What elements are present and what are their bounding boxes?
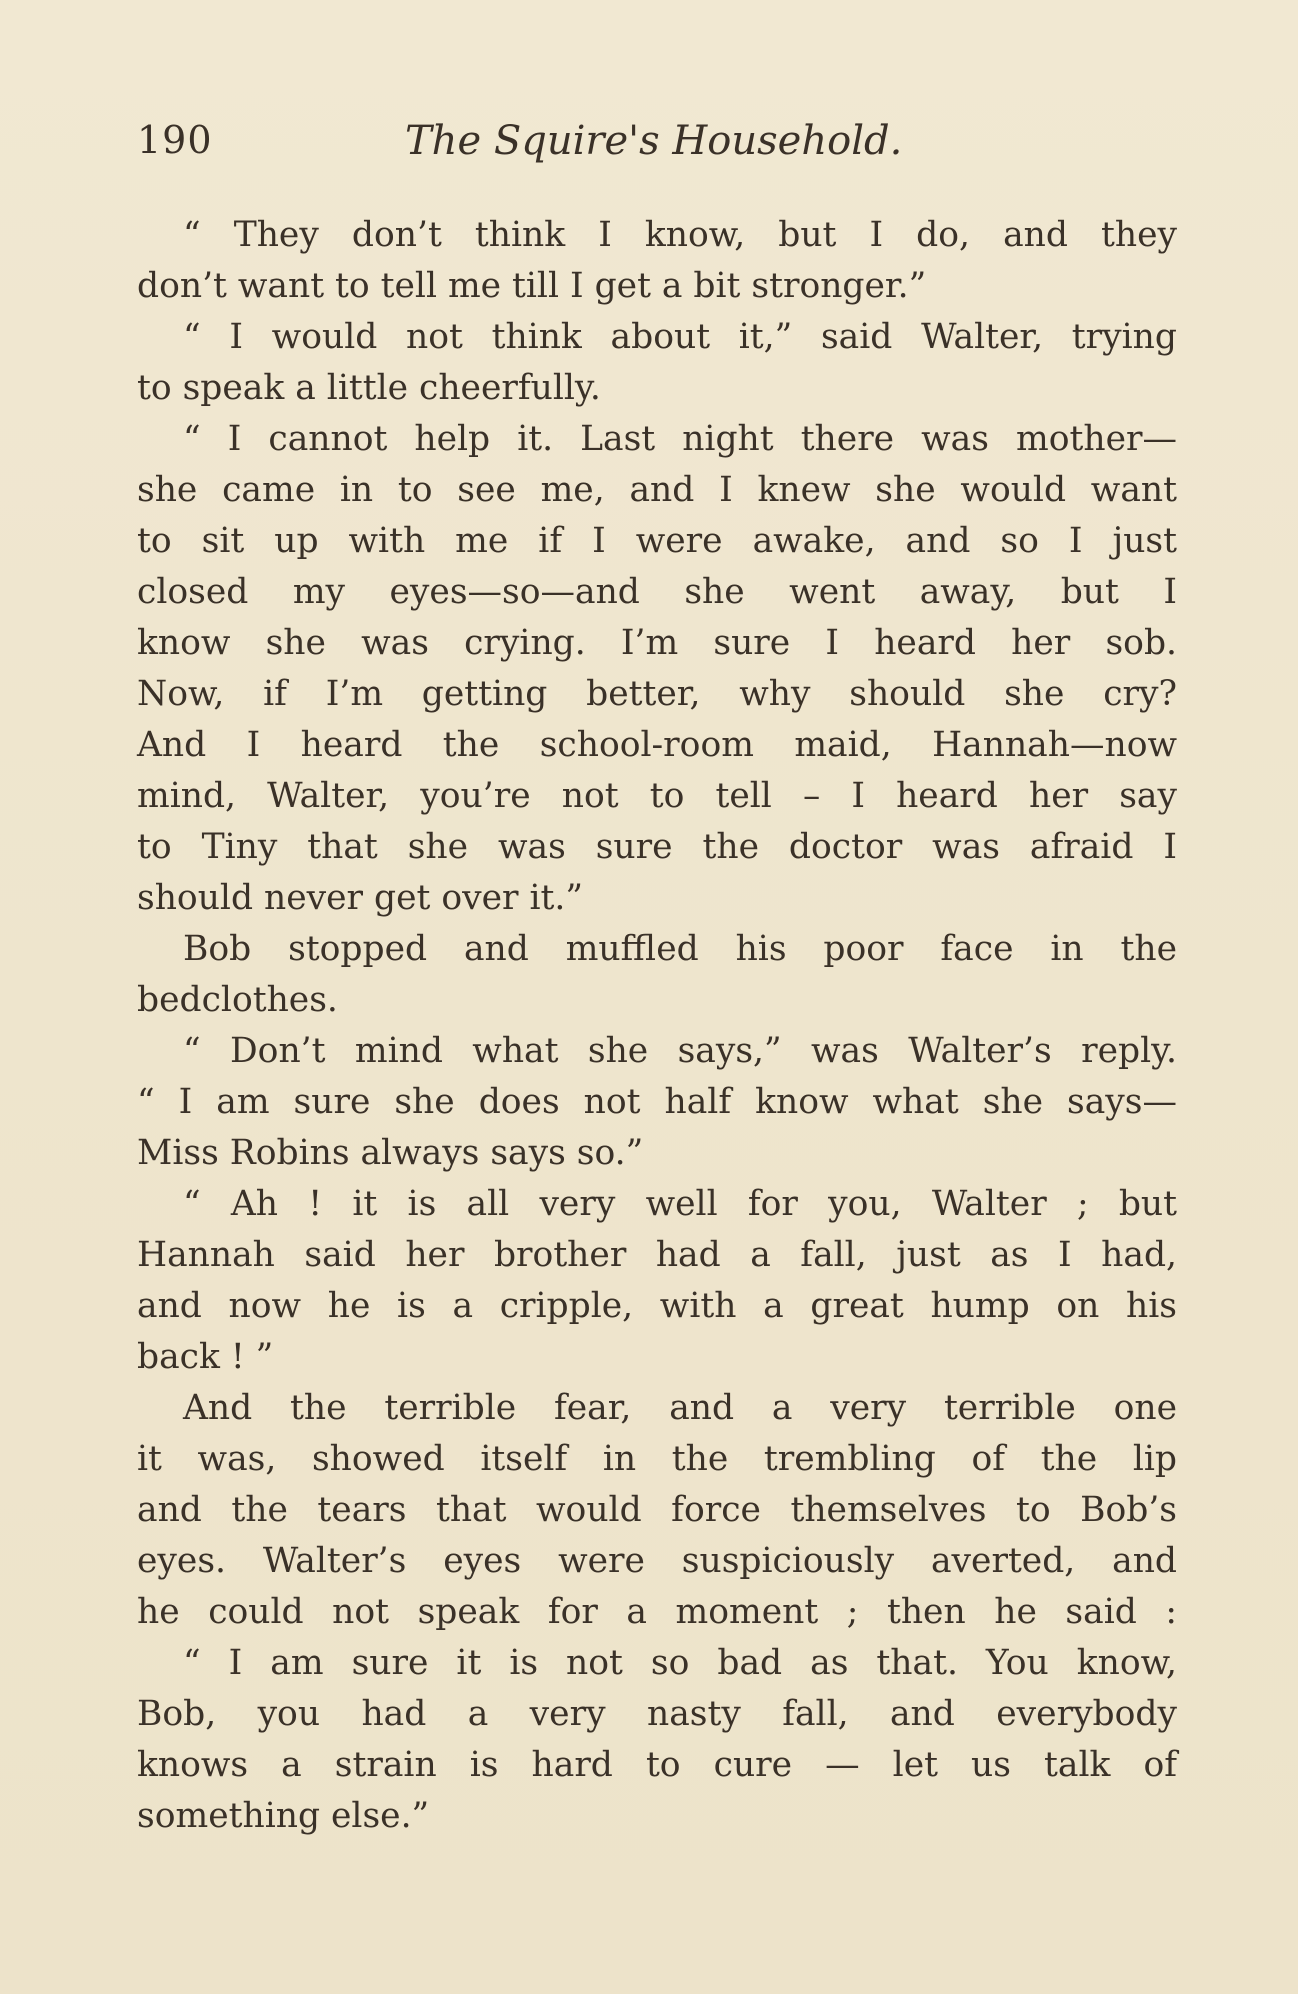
text-line: knows a strain is hard to cure — let us talk of [137, 1745, 1177, 1785]
text-line: to speak a little cheerfully. [137, 368, 601, 408]
text-line: know she was crying. I’m sure I heard her sob. [137, 623, 1177, 663]
text-line: she came in to see me, and I knew she would want [137, 470, 1177, 510]
text-line: Miss Robins always says so.” [137, 1133, 644, 1173]
text-line: “ They don’t think I know, but I do, and they [183, 215, 1177, 255]
text-line: he could not speak for a moment ; then he said : [137, 1592, 1177, 1632]
page-body-text [137, 210, 1177, 1842]
text-line: “ I would not think about it,” said Walter, trying [183, 317, 1177, 357]
text-line: mind, Walter, you’re not to tell – I heard her say [137, 776, 1177, 816]
text-line: and now he is a cripple, with a great hump on his [137, 1286, 1177, 1326]
text-line: Bob, you had a very nasty fall, and everybody [137, 1694, 1177, 1734]
text-line: Now, if I’m getting better, why should she cry? [137, 674, 1177, 714]
text-line: “ I am sure she does not half know what she says— [137, 1082, 1177, 1122]
text-line: should never get over it.” [137, 878, 583, 918]
page-number: 190 [137, 118, 213, 162]
text-line: closed my eyes—so—and she went away, but I [137, 572, 1177, 612]
text-line: back ! ” [137, 1337, 274, 1377]
text-line: “ I am sure it is not so bad as that. You know, [183, 1643, 1177, 1683]
text-line: and the tears that would force themselves to Bob’s [137, 1490, 1177, 1530]
text-line: to Tiny that she was sure the doctor was afraid I [137, 827, 1177, 867]
text-line: something else.” [137, 1796, 430, 1836]
running-title: The Squire's Household. [405, 118, 903, 164]
text-line: don’t want to tell me till I get a bit stronger.” [137, 266, 927, 306]
text-line: “ Ah ! it is all very well for you, Walter ; but [183, 1184, 1177, 1224]
text-line: Hannah said her brother had a fall, just as I had, [137, 1235, 1177, 1275]
text-line: eyes. Walter’s eyes were suspiciously averted, and [137, 1541, 1177, 1581]
text-line: Bob stopped and muffled his poor face in the [183, 929, 1177, 969]
text-line: And the terrible fear, and a very terrible one [183, 1388, 1177, 1428]
text-line: it was, showed itself in the trembling of the lip [137, 1439, 1177, 1479]
text-line: “ I cannot help it. Last night there was mother— [183, 419, 1177, 459]
text-line: “ Don’t mind what she says,” was Walter’s reply. [183, 1031, 1177, 1071]
text-line: to sit up with me if I were awake, and so I just [137, 521, 1177, 561]
page-header [137, 118, 1177, 178]
text-line: bedclothes. [137, 980, 338, 1020]
text-line: And I heard the school-room maid, Hannah—now [137, 725, 1177, 765]
